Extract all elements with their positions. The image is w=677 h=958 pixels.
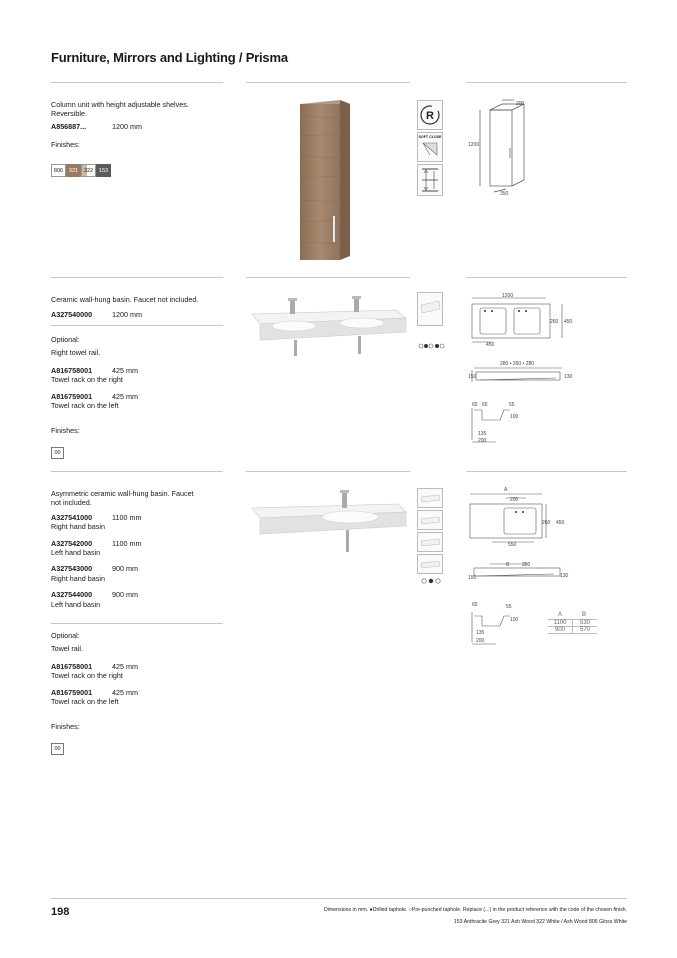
optional-divider [51, 325, 223, 326]
finishes-label: Finishes: [51, 722, 80, 732]
section-divider [51, 471, 223, 472]
reversible-icon [417, 100, 443, 130]
section-divider [51, 277, 223, 278]
optional-divider [51, 623, 223, 624]
product-row [51, 662, 226, 681]
section-divider [466, 82, 627, 83]
double-basin-diagram [466, 292, 596, 452]
svg-text:450: 450 [486, 342, 495, 348]
svg-text:100: 100 [510, 617, 519, 623]
svg-text:150: 150 [468, 374, 477, 380]
finish-chip-label: 00 [51, 743, 64, 755]
adjustable-shelves-icon [417, 164, 443, 196]
taphole-indicator-icon [420, 577, 444, 585]
optional-desc: Right towel rail. [51, 348, 101, 358]
svg-text:135: 135 [478, 431, 487, 437]
basin-variant-icon [417, 554, 443, 574]
product-size: 425 mm [112, 365, 138, 375]
svg-text:350: 350 [500, 191, 509, 197]
svg-text:200: 200 [476, 638, 485, 644]
section-divider [466, 471, 627, 472]
optional-block [51, 631, 226, 732]
finish-swatch-gloss-white: 806 [51, 164, 66, 177]
optional-label: Optional: [51, 631, 80, 640]
svg-text:130: 130 [564, 374, 573, 380]
product-note: Towel rack on the left [51, 401, 119, 411]
finishes-label: Finishes: [51, 140, 80, 150]
svg-text:1200: 1200 [468, 142, 480, 148]
optional-label: Optional: [51, 335, 80, 344]
page-title: Furniture, Mirrors and Lighting / Prisma [51, 50, 288, 65]
product-row [51, 122, 226, 131]
footer-finish-codes: 153 Anthracite Grey 321 Ash Wood 322 White / Ash Wood 806 Gloss White [453, 919, 627, 925]
product-size: 1200 mm [112, 121, 142, 131]
product-code: A816759001 [51, 687, 93, 697]
table-row [548, 626, 597, 634]
table-header [548, 612, 597, 618]
svg-text:65: 65 [482, 402, 488, 408]
product-note: Towel rack on the right [51, 671, 123, 681]
product-code: A816759001 [51, 391, 93, 401]
table-cell: 530 [579, 620, 590, 626]
product-code: A327540000 [51, 310, 93, 320]
svg-text:R: R [426, 110, 434, 122]
table-cell: 570 [579, 627, 590, 633]
column-unit-image [280, 96, 360, 266]
basin-variant-icons [417, 488, 447, 574]
page-number: 198 [51, 906, 70, 918]
section-divider [246, 82, 410, 83]
svg-text:150: 150 [468, 575, 477, 581]
svg-text:65: 65 [472, 402, 478, 408]
product-code: A327541000 [51, 512, 93, 522]
basin-variant-icon [417, 488, 443, 508]
product-code: A816758001 [51, 661, 93, 671]
product-code: A856887... [51, 121, 87, 131]
table-header-cell: B [581, 612, 586, 618]
basin-thumbnail-icon [417, 292, 443, 326]
description-line: Column unit with height adjustable shelves. [51, 100, 189, 109]
section-divider [246, 471, 410, 472]
table-header-cell: A [557, 612, 562, 618]
product-description [51, 295, 226, 320]
footer-notes [267, 906, 627, 926]
finishes-label: Finishes: [51, 426, 80, 436]
description-line: Asymmetric ceramic wall-hung basin. Faucet [51, 489, 194, 498]
svg-text:450: 450 [556, 520, 565, 526]
svg-text:A: A [504, 487, 508, 493]
product-size: 900 mm [112, 564, 138, 574]
product-row [51, 310, 226, 319]
section-divider [246, 277, 410, 278]
feature-icons [417, 100, 447, 196]
footer-divider [51, 898, 627, 899]
svg-text:100: 100 [510, 414, 519, 420]
section-divider [51, 82, 223, 83]
description-line: Ceramic wall-hung basin. Faucet not included. [51, 295, 199, 304]
product-row [51, 539, 226, 558]
svg-text:65: 65 [472, 602, 478, 608]
finish-chip-label: 00 [51, 447, 64, 459]
column-unit-diagram [466, 96, 556, 200]
asymmetric-basin-diagram [466, 484, 626, 654]
product-row [51, 366, 226, 385]
taphole-indicator-icon [418, 342, 446, 350]
svg-text:260: 260 [542, 520, 551, 526]
asymmetric-basin-image [246, 486, 412, 566]
description-line: not included. [51, 498, 92, 508]
product-code: A816758001 [51, 365, 93, 375]
product-size: 900 mm [112, 590, 138, 600]
svg-text:135: 135 [476, 630, 485, 636]
product-note: Right hand basin [51, 573, 105, 583]
svg-text:55: 55 [506, 604, 512, 610]
svg-text:B: B [506, 562, 510, 568]
product-code: A327544000 [51, 590, 93, 600]
finish-swatches [51, 164, 111, 177]
finish-chip [51, 737, 64, 755]
svg-text:450: 450 [564, 319, 573, 325]
product-size: 1100 mm [112, 512, 142, 522]
product-size: 1100 mm [112, 538, 142, 548]
basin-variant-icon [417, 532, 443, 552]
product-row [51, 513, 226, 532]
product-size: 1200 mm [112, 310, 142, 320]
double-basin-image [246, 288, 412, 368]
table-cell: 1100 [548, 620, 573, 626]
product-note: Left hand basin [51, 548, 101, 558]
description-line: Reversible. [51, 109, 87, 119]
table-row [548, 619, 597, 626]
svg-text:55: 55 [509, 402, 515, 408]
finish-swatch-anthracite: 153 [96, 164, 111, 177]
svg-text:1200: 1200 [502, 293, 514, 299]
optional-block [51, 335, 226, 436]
product-description [51, 100, 226, 150]
product-note: Left hand basin [51, 599, 101, 609]
basin-variant-icon [417, 510, 443, 530]
product-row [51, 688, 226, 707]
product-size: 425 mm [112, 391, 138, 401]
product-size: 425 mm [112, 661, 138, 671]
section-divider [466, 277, 627, 278]
product-note: Towel rack on the right [51, 375, 123, 385]
optional-desc: Towel rail. [51, 644, 83, 654]
soft-close-label: SOFT CLOSE [418, 135, 442, 139]
svg-text:200: 200 [510, 497, 519, 503]
svg-text:280 • 260 • 280: 280 • 260 • 280 [500, 361, 535, 367]
svg-text:130: 130 [560, 573, 569, 579]
product-row [51, 590, 226, 609]
product-row [51, 564, 226, 583]
svg-text:280: 280 [522, 562, 531, 568]
dimension-table [548, 612, 597, 634]
svg-text:200: 200 [516, 101, 525, 107]
product-note: Towel rack on the left [51, 697, 119, 707]
product-code: A327542000 [51, 538, 93, 548]
svg-text:260: 260 [550, 319, 559, 325]
product-size: 425 mm [112, 687, 138, 697]
svg-text:550: 550 [508, 542, 517, 548]
finish-swatch-white-ash: 322 [81, 164, 96, 177]
svg-text:200: 200 [478, 438, 487, 444]
product-row [51, 392, 226, 411]
finish-chip [51, 441, 64, 459]
product-code: A327543000 [51, 564, 93, 574]
soft-close-icon [417, 132, 443, 162]
product-description [51, 489, 226, 609]
footer-legend: Dimensions in mm. ●Drilled taphole. ○Pre-punched taphole. Replace (...) in the product reference with the code of the chosen finish. [324, 907, 627, 913]
finish-swatch-ash-wood: 321 [66, 164, 81, 177]
table-cell: 900 [548, 627, 573, 633]
product-note: Right hand basin [51, 522, 105, 532]
